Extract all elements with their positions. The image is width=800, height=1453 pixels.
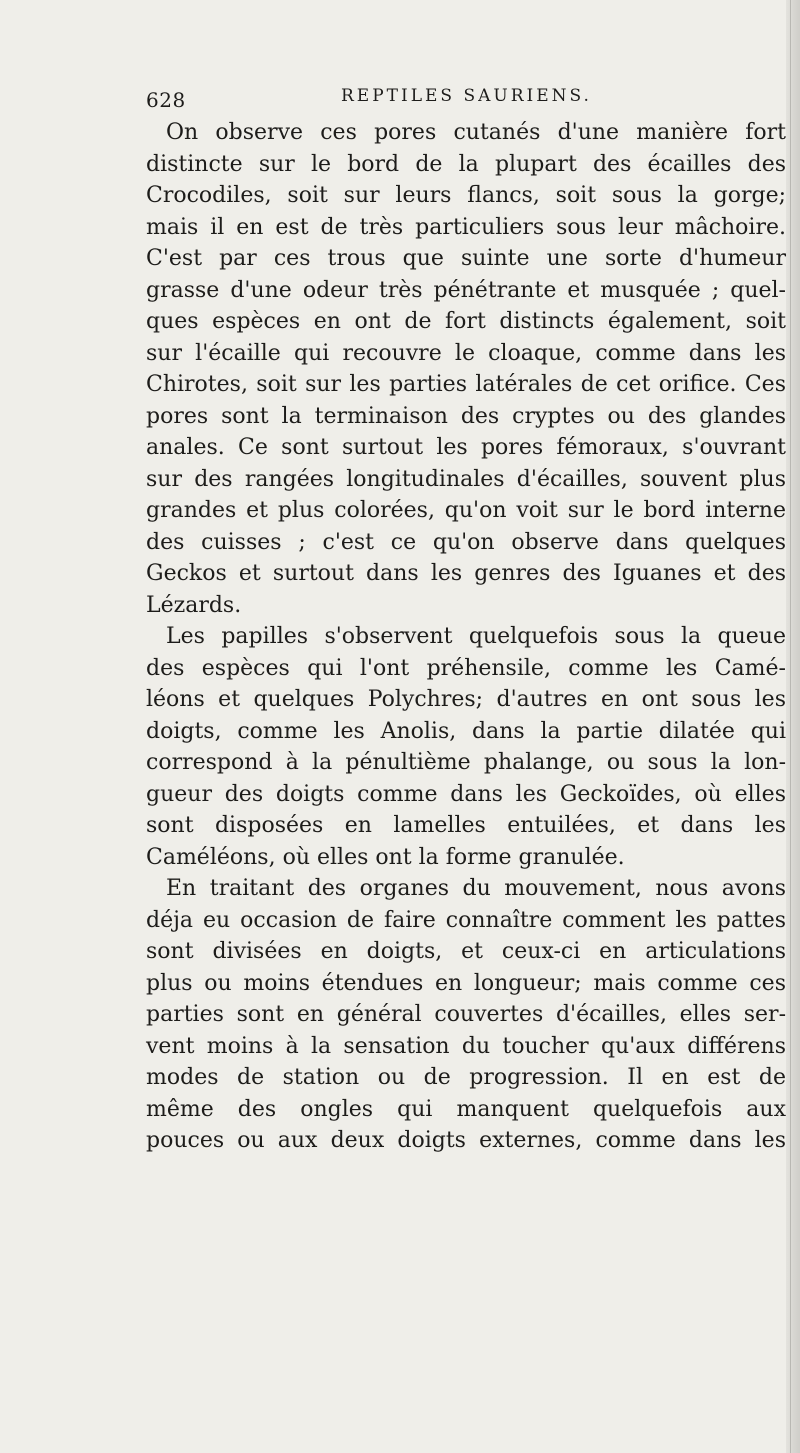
text-line: Crocodiles, soit sur leurs flancs, soit sous la gorge; [146, 183, 786, 208]
text-line: ques espèces en ont de fort distincts également, soit [146, 309, 786, 334]
text-line: pores sont la terminaison des cryptes ou des glandes [146, 403, 786, 429]
text-line: sont divisées en doigts, et ceux-ci en articulations [146, 939, 786, 964]
text-line: Les papilles s'observent quelquefois sous la queue [166, 624, 786, 649]
text-line: grasse d'une odeur très pénétrante et musquée ; quel- [146, 277, 786, 303]
text-line: plus ou moins étendues en longueur; mais comme ces [146, 970, 786, 996]
text-line: même des ongles qui manquent quelquefois aux [146, 1096, 786, 1122]
text-line: des espèces qui l'ont préhensile, comme les Camé- [146, 655, 786, 681]
text-line: gueur des doigts comme dans les Geckoïdes, où elles [146, 781, 786, 807]
text-line: distincte sur le bord de la plupart des écailles des [146, 151, 786, 177]
text-line: pouces ou aux deux doigts externes, comme dans les [146, 1128, 786, 1153]
text-line: sur des rangées longitudinales d'écailles, souvent plus [146, 466, 786, 492]
text-line: correspond à la pénultième phalange, ou sous la lon- [146, 750, 786, 775]
page-edge [786, 0, 800, 1453]
running-head: REPTILES SAURIENS. [341, 86, 592, 106]
page-number: 628 [146, 88, 186, 112]
text-line: Chirotes, soit sur les parties latérales de cet orifice. Ces [146, 372, 786, 397]
text-line: En traitant des organes du mouvement, nous avons [166, 876, 786, 901]
text-line: doigts, comme les Anolis, dans la partie dilatée qui [146, 718, 786, 744]
text-line: parties sont en général couvertes d'écailles, elles ser- [146, 1002, 786, 1027]
text-line: mais il en est de très particuliers sous leur mâchoire. [146, 214, 786, 240]
text-line: léons et quelques Polychres; d'autres en ont sous les [146, 687, 786, 712]
text-line: modes de station ou de progression. Il en est de [146, 1065, 786, 1090]
text-line: C'est par ces trous que suinte une sorte d'humeur [146, 246, 786, 271]
text-line: des cuisses ; c'est ce qu'on observe dans quelques [146, 529, 786, 555]
body-text [146, 117, 786, 1157]
text-line: grandes et plus colorées, qu'on voit sur le bord interne [146, 498, 786, 523]
page-edge-line [790, 0, 791, 1453]
text-line: Lézards. [146, 592, 242, 618]
text-line: On observe ces pores cutanés d'une manière fort [166, 120, 786, 145]
text-line: Geckos et surtout dans les genres des Iguanes et des [146, 561, 786, 586]
text-line: déja eu occasion de faire connaître comment les pattes [146, 907, 786, 933]
text-line: sont disposées en lamelles entuilées, et dans les [146, 813, 786, 838]
text-line: anales. Ce sont surtout les pores fémoraux, s'ouvrant [146, 435, 786, 460]
text-line: vent moins à la sensation du toucher qu'aux différens [146, 1033, 786, 1059]
text-line: Caméléons, où elles ont la forme granulée. [146, 844, 625, 870]
page-header [146, 84, 786, 112]
text-line: sur l'écaille qui recouvre le cloaque, comme dans les [146, 340, 786, 366]
